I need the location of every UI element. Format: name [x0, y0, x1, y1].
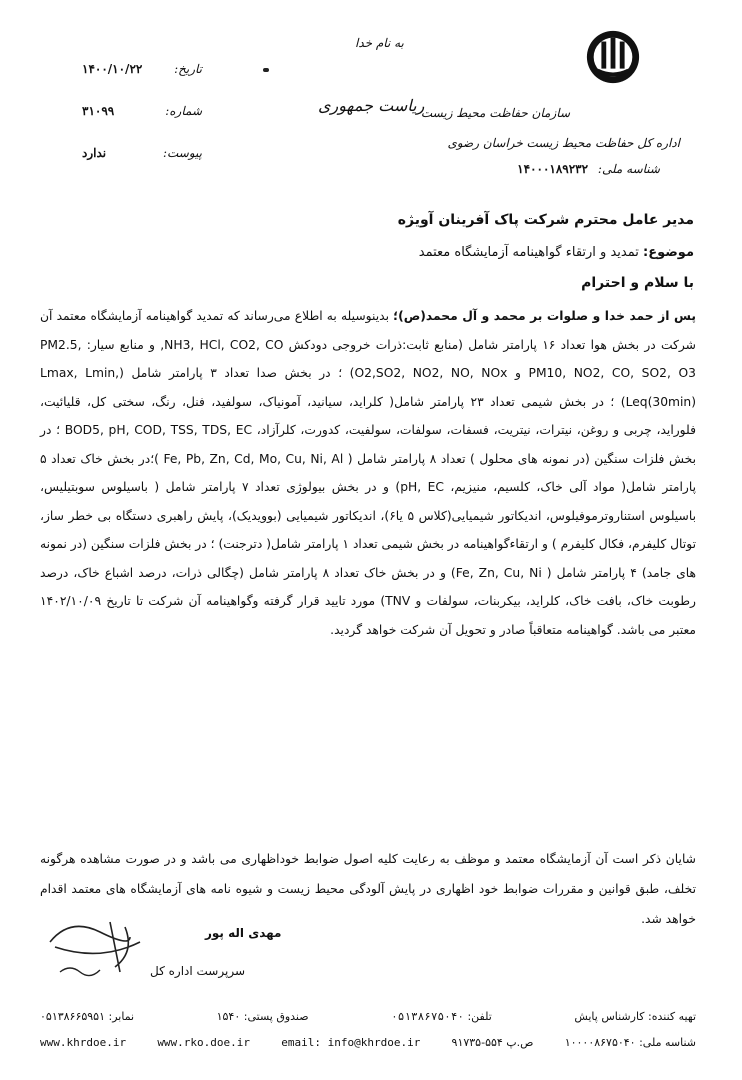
paragraph-1-text: بدینوسیله به اطلاع می‌رساند که تمدید گواهینامه آزمایشگاه معتمد آن شرکت در بخش هوا تعداد ۱۶ پارامتر شامل (منابع ثابت:ذرات خروجی دودکش NH3, HCl, CO2, CO, و منابع سیار: PM2.5, PM10, NO2, CO, SO2, O3 و O2,SO2, NO2, NO, NOx) ؛ در بخش صدا تعداد ۳ پارامتر شامل (Lmax, Lmin, Leq(30min)) ؛ در بخش شیمی تعداد ۲۳ پارامتر شامل( کلراید، سیانید، آمونیاک، سولفید، فنل، رنگ، سختی کل، قلیائیت، فلوراید، چربی و روغن، نیترات، نیتریت، فسفات، سولفات، سولفیت، کدورت، کلرآزاد، BOD5, pH, COD, TSS, TDS, EC ؛ در بخش فلزات سنگین (در نمونه های محلول ) تعداد ۸ پارامتر شامل ( Fe, Pb, Zn, Cd, Mo, Cu, Ni, Al )؛در بخش خاک تعداد ۵ پارامتر شامل( مواد آلی خاک، کلسیم، منیزیم، pH, EC) و در بخش بیولوژی تعداد ۷ پارامتر شامل ( باسیلوس سوبتیلیس، باسیلوس استناروترموفیلوس، اندیکاتور شیمیایی(کلاس ۵ یا۶)، اندیکاتور شیمیایی (بوویدیک)، پایش راهبری دستگاه بی خطر ساز، توتال کلیفرم، فکال کلیفرم ) و ارتقاءگواهینامه در بخش شیمی تعداد ۱ پارامتر شامل( دترجنت) ؛ در بخش فلزات سنگین (در نمونه های جامد) ۴ پارامتر شامل ( Fe, Zn, Cu, Ni) و در بخش خاک تعداد ۸ پارامتر شامل (چگالی ذرات، درصد اشباع خاک، درصد رطوبت خاک، بافت خاک، کلراید، بیکربنات، سولفات و TNV) مورد تایید قرار گرفته وگواهینامه آن شرکت تا تاریخ ۱۴۰۲/۱۰/۰۹ معتبر می باشد. گواهینامه متعاقباً صادر و تحویل آن شرکت خواهد گردید.	[40, 309, 697, 637]
phone-label: تلفن:	[467, 1010, 492, 1023]
body-paragraph-2: شایان ذکر است آن آزمایشگاه معتمد و موظف به رعایت کلیه اصول ضوابط خوداظهاری می باشد و در صورت مشاهده هرگونه تخلف، طبق قوانین و مقررات ضوابط خود اظهاری در پایش آلودگی محیط زیست و شیوه نامه های آزمایشگاه های معتمد اقدام خواهد شد.	[40, 852, 696, 926]
doe-logo-icon	[584, 28, 642, 86]
subject-label: موضوع:	[643, 245, 694, 260]
attachment-label: پیوست:	[162, 146, 202, 160]
postal-value: ۱۵۴۰	[216, 1010, 241, 1023]
national-id-value: ۱۴۰۰۰۱۸۹۲۳۲	[517, 162, 589, 176]
postal	[217, 1010, 309, 1023]
footer-web	[40, 1036, 696, 1049]
org-name: سازمان حفاظت محیط زیست	[420, 106, 570, 120]
date-value: ۱۴۰۰/۱۰/۲۲	[82, 62, 143, 76]
signer-title: سرپرست اداره کل	[150, 964, 245, 978]
signature-scrawl	[40, 912, 160, 982]
postal-label: صندوق پستی:	[243, 1010, 309, 1023]
addressee: مدیر عامل محترم شرکت پاک آفرینان آویژه	[397, 212, 694, 228]
national-id	[517, 162, 660, 176]
national-id-label: شناسه ملی:	[597, 162, 660, 176]
opening-phrase: پس از حمد خدا و صلوات بر محمد و آل محمد(ص)؛	[393, 309, 696, 323]
subject-text: تمدید و ارتقاء گواهینامه آزمایشگاه معتمد	[418, 245, 639, 260]
website-link-1[interactable]: www.rko.doe.ir	[157, 1036, 251, 1049]
phone	[391, 1010, 492, 1023]
attachment-value: ندارد	[82, 146, 107, 160]
footer-contacts	[40, 1010, 696, 1023]
prepared-by: تهیه کننده: کارشناس پایش	[574, 1010, 696, 1023]
basmala: به نام خدا	[355, 36, 404, 50]
phone-value: ۰۵۱۳۸۶۷۵۰۴۰	[391, 1010, 464, 1023]
national-id-footer: شناسه ملی: ۱۰۰۰۰۸۶۷۵۰۴۰	[564, 1036, 696, 1049]
body-paragraph-1	[40, 302, 696, 644]
greeting: با سلام و احترام	[581, 275, 694, 291]
signer-name: مهدی اله پور	[205, 926, 282, 940]
letter-meta	[82, 62, 202, 188]
website-link-2[interactable]: www.khrdoe.ir	[40, 1036, 127, 1049]
date-row	[82, 62, 202, 76]
number-value: ۳۱۰۹۹	[82, 104, 115, 118]
number-label: شماره:	[165, 104, 202, 118]
presidency-title: ریاست جمهوری	[318, 96, 425, 115]
fax-value: ۰۵۱۳۸۶۶۵۹۵۱	[40, 1010, 105, 1023]
po-box: ص.پ ۵۵۴-۹۱۷۳۵	[451, 1036, 534, 1049]
fax-label: نمابر:	[108, 1010, 135, 1023]
date-label: تاریخ:	[174, 62, 202, 76]
number-row	[82, 104, 202, 118]
subject-line	[419, 245, 694, 260]
attachment-row	[82, 146, 202, 160]
fax	[40, 1010, 134, 1023]
org-subname: اداره کل حفاظت محیط زیست خراسان رضوی	[447, 136, 680, 150]
ink-mark	[263, 68, 269, 72]
email-link[interactable]: email: info@khrdoe.ir	[281, 1036, 421, 1049]
